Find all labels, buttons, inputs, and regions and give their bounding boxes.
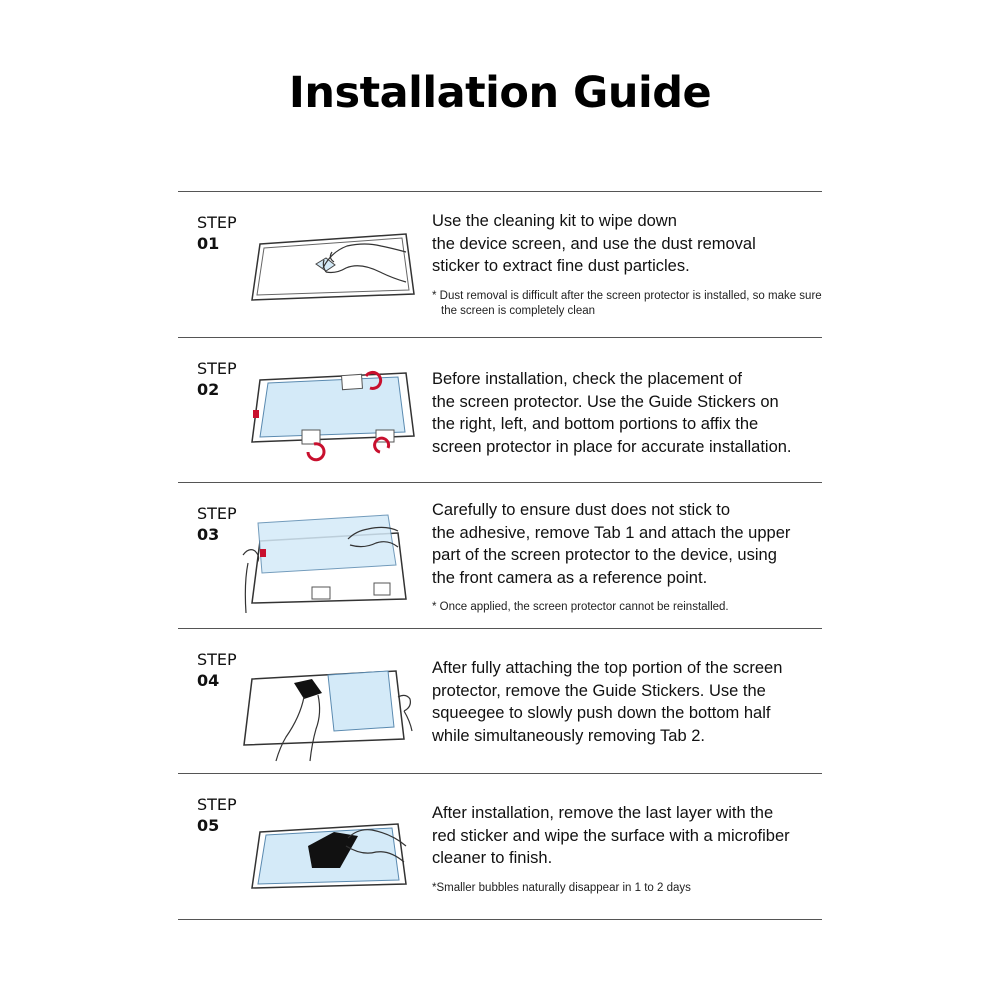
step-word: STEP	[197, 504, 237, 523]
step-word: STEP	[197, 359, 237, 378]
step-note: * Once applied, the screen protector cannot be reinstalled.	[432, 601, 729, 613]
step-description: Before installation, check the placement of the screen protector. Use the Guide Stickers on the right, left, and bottom portions to affix the screen protector in place for accurate installation.	[432, 370, 792, 456]
step-label	[197, 212, 237, 254]
step-label	[197, 503, 237, 545]
step-label	[197, 358, 237, 400]
step-word: STEP	[197, 795, 237, 814]
step-note: *Smaller bubbles naturally disappear in 1 to 2 days	[432, 881, 691, 894]
step-text	[432, 210, 822, 319]
step-02	[178, 338, 822, 483]
step-text	[432, 802, 822, 896]
step-03	[178, 483, 822, 628]
guide-sticker-illustration	[238, 348, 418, 473]
step-text	[432, 368, 822, 458]
step-number: 05	[197, 816, 220, 835]
step-number: 04	[197, 671, 220, 690]
step-note: * Dust removal is difficult after the screen protector is installed, so make sure the screen is completely clean	[432, 289, 822, 317]
step-01	[178, 192, 822, 337]
step-description: After fully attaching the top portion of the screen protector, remove the Guide Stickers. Use the squeegee to slowly push down the bottom half while simultaneously removing Tab 2.	[432, 659, 783, 745]
step-number: 03	[197, 525, 220, 544]
step-number: 02	[197, 380, 220, 399]
step-word: STEP	[197, 213, 237, 232]
attach-tab-illustration	[238, 493, 418, 618]
step-description: After installation, remove the last layer with the red sticker and wipe the surface with a microfiber cleaner to finish.	[432, 804, 790, 867]
step-description: Use the cleaning kit to wipe down the device screen, and use the dust removal sticker to extract fine dust particles.	[432, 212, 756, 275]
divider	[178, 919, 822, 920]
page-title: Installation Guide	[288, 68, 712, 118]
step-number: 01	[197, 234, 220, 253]
tablet-wipe-illustration	[238, 202, 418, 327]
step-04	[178, 629, 822, 774]
step-label	[197, 649, 237, 691]
squeegee-illustration	[238, 639, 418, 764]
peel-layer-illustration	[238, 784, 418, 909]
step-word: STEP	[197, 650, 237, 669]
step-05	[178, 774, 822, 919]
step-text	[432, 499, 822, 615]
step-label	[197, 794, 237, 836]
step-text	[432, 657, 822, 747]
step-description: Carefully to ensure dust does not stick to the adhesive, remove Tab 1 and attach the upper part of the screen protector to the device, using the front camera as a reference point.	[432, 501, 791, 587]
